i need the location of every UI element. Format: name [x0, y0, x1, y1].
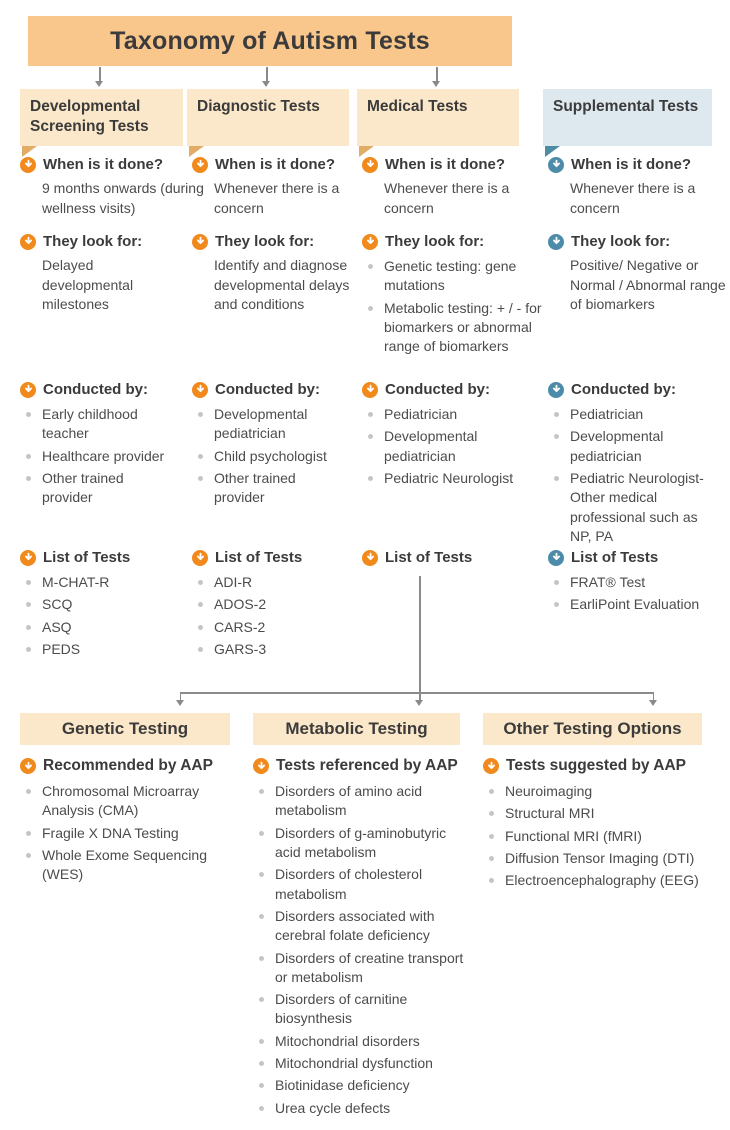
section-title: Conducted by: [215, 381, 320, 398]
connector-line [180, 692, 654, 694]
column-header-supplemental: Supplemental Tests [543, 89, 712, 146]
section-text: Identify and diagnose developmental delays and conditions [214, 257, 350, 313]
list-item: Developmental pediatrician [554, 427, 718, 466]
section-heading [20, 381, 206, 398]
section-title: List of Tests [43, 549, 131, 566]
list-item: Healthcare provider [26, 447, 172, 466]
section-title: Conducted by: [385, 381, 490, 398]
section-diag-tests [192, 549, 374, 662]
arrow-down-icon [176, 700, 184, 706]
section-heading [548, 381, 728, 398]
connector-line [419, 692, 421, 700]
section-heading [548, 156, 728, 173]
section-title: They look for: [43, 233, 143, 250]
section-diag-conducted [192, 381, 374, 511]
bottom-header-other-testing-options: Other Testing Options [483, 713, 702, 745]
section-dev-tests [20, 549, 206, 662]
section-list [368, 257, 548, 357]
section-other-testing-options [483, 757, 728, 894]
section-heading [20, 233, 206, 250]
section-heading [548, 233, 728, 250]
list-item: Disorders of carnitine biosynthesis [259, 990, 469, 1029]
arrow-down-icon [432, 81, 440, 87]
section-heading [20, 757, 248, 775]
arrow-down-circle-icon [20, 234, 36, 250]
list-item: Whole Exome Sequencing (WES) [26, 846, 236, 885]
connector-line [180, 692, 182, 700]
list-item: Mitochondrial disorders [259, 1032, 469, 1051]
section-heading [362, 156, 544, 173]
section-title: They look for: [571, 233, 671, 250]
arrow-down-circle-icon [362, 234, 378, 250]
arrow-down-icon [262, 81, 270, 87]
section-heading [192, 549, 374, 566]
list-item: Fragile X DNA Testing [26, 824, 236, 843]
arrow-down-circle-icon [20, 157, 36, 173]
list-item: GARS-3 [198, 640, 374, 659]
connector-line [99, 67, 101, 82]
list-item: Urea cycle defects [259, 1099, 469, 1118]
section-title: They look for: [215, 233, 315, 250]
list-item: Child psychologist [198, 447, 350, 466]
list-item: Electroencephalography (EEG) [489, 871, 729, 890]
section-list [489, 782, 729, 891]
section-supp-lookfor [548, 233, 728, 315]
section-list [554, 573, 728, 615]
arrow-down-circle-icon [548, 234, 564, 250]
list-item: Pediatrician [368, 405, 526, 424]
list-item: Developmental pediatrician [198, 405, 350, 444]
section-list [198, 573, 374, 659]
section-title: They look for: [385, 233, 485, 250]
section-supp-conducted [548, 381, 728, 549]
arrow-down-circle-icon [20, 382, 36, 398]
arrow-down-icon [649, 700, 657, 706]
arrow-down-icon [95, 81, 103, 87]
section-list [26, 573, 206, 659]
section-list [26, 405, 172, 508]
section-list [198, 405, 350, 508]
list-item: SCQ [26, 595, 206, 614]
section-title: When is it done? [215, 156, 335, 173]
section-med-when [362, 156, 544, 218]
section-metabolic-testing [253, 757, 481, 1121]
section-med-tests [362, 549, 548, 566]
list-item: Pediatric Neurologist- Other medical professional such as NP, PA [554, 469, 718, 546]
section-heading [20, 156, 206, 173]
title-banner [28, 16, 512, 66]
section-text: Whenever there is a concern [214, 180, 340, 216]
connector-line [653, 692, 655, 700]
section-list [259, 782, 469, 1118]
arrow-down-circle-icon [362, 157, 378, 173]
section-text: Whenever there is a concern [384, 180, 510, 216]
section-title: Recommended by AAP [43, 757, 213, 774]
section-title: When is it done? [571, 156, 691, 173]
column-header-developmental-screening: Developmental Screening Tests [20, 89, 183, 146]
list-item: Developmental pediatrician [368, 427, 526, 466]
section-dev-lookfor [20, 233, 206, 315]
section-heading [362, 233, 548, 250]
list-item: Chromosomal Microarray Analysis (CMA) [26, 782, 236, 821]
section-supp-tests [548, 549, 728, 618]
list-item: Early childhood teacher [26, 405, 172, 444]
section-text: Whenever there is a concern [570, 180, 696, 216]
arrow-down-circle-icon [362, 382, 378, 398]
connector-line [436, 67, 438, 82]
list-item: Pediatric Neurologist [368, 469, 526, 488]
section-heading [362, 549, 548, 566]
arrow-down-circle-icon [483, 758, 499, 774]
list-item: FRAT® Test [554, 573, 728, 592]
section-title: Conducted by: [571, 381, 676, 398]
list-item: Disorders associated with cerebral folate deficiency [259, 907, 469, 946]
section-heading [192, 156, 374, 173]
list-item: Pediatrician [554, 405, 718, 424]
section-med-lookfor [362, 233, 548, 360]
section-heading [253, 757, 481, 775]
section-list [554, 405, 718, 546]
section-dev-when [20, 156, 206, 218]
arrow-down-circle-icon [192, 382, 208, 398]
section-title: Conducted by: [43, 381, 148, 398]
arrow-down-circle-icon [192, 234, 208, 250]
section-diag-lookfor [192, 233, 374, 315]
page-title: Taxonomy of Autism Tests [110, 26, 430, 55]
list-item: Mitochondrial dysfunction [259, 1054, 469, 1073]
column-header-medical: Medical Tests [357, 89, 519, 146]
arrow-down-circle-icon [548, 382, 564, 398]
section-diag-when [192, 156, 374, 218]
list-item: Structural MRI [489, 804, 729, 823]
section-title: When is it done? [43, 156, 163, 173]
section-list [368, 405, 526, 488]
section-title: Tests referenced by AAP [276, 757, 458, 774]
section-genetic-testing [20, 757, 248, 888]
list-item: CARS-2 [198, 618, 374, 637]
arrow-down-circle-icon [548, 550, 564, 566]
list-item: Disorders of g-aminobutyric acid metabolism [259, 824, 469, 863]
list-item: ADI-R [198, 573, 374, 592]
section-title: List of Tests [385, 549, 473, 566]
arrow-down-circle-icon [20, 550, 36, 566]
bottom-header-genetic-testing: Genetic Testing [20, 713, 230, 745]
arrow-down-circle-icon [548, 157, 564, 173]
section-title: List of Tests [215, 549, 303, 566]
list-item: Metabolic testing: + / - for biomarkers or abnormal range of biomarkers [368, 299, 548, 357]
list-item: M-CHAT-R [26, 573, 206, 592]
section-heading [362, 381, 548, 398]
section-text: 9 months onwards (during wellness visits) [42, 180, 204, 216]
list-item: Disorders of creatine transport or metabolism [259, 949, 469, 988]
list-item: PEDS [26, 640, 206, 659]
connector-line [266, 67, 268, 82]
section-heading [483, 757, 728, 775]
bottom-header-metabolic-testing: Metabolic Testing [253, 713, 460, 745]
list-item: EarliPoint Evaluation [554, 595, 728, 614]
section-heading [548, 549, 728, 566]
section-text: Delayed developmental milestones [42, 257, 134, 313]
section-med-conducted [362, 381, 548, 491]
list-item: Other trained provider [26, 469, 172, 508]
section-heading [20, 549, 206, 566]
list-item: ASQ [26, 618, 206, 637]
arrow-down-circle-icon [20, 758, 36, 774]
arrow-down-circle-icon [253, 758, 269, 774]
list-item: Functional MRI (fMRI) [489, 827, 729, 846]
section-supp-when [548, 156, 728, 218]
list-item: Other trained provider [198, 469, 350, 508]
section-title: Tests suggested by AAP [506, 757, 687, 774]
list-item: Genetic testing: gene mutations [368, 257, 548, 296]
arrow-down-circle-icon [362, 550, 378, 566]
section-heading [192, 381, 374, 398]
column-header-diagnostic: Diagnostic Tests [187, 89, 349, 146]
list-item: Disorders of cholesterol metabolism [259, 865, 469, 904]
arrow-down-circle-icon [192, 157, 208, 173]
section-title: List of Tests [571, 549, 659, 566]
list-item: Neuroimaging [489, 782, 729, 801]
arrow-down-icon [415, 700, 423, 706]
list-item: Diffusion Tensor Imaging (DTI) [489, 849, 729, 868]
section-text: Positive/ Negative or Normal / Abnormal range of biomarkers [570, 257, 726, 313]
list-item: Biotinidase deficiency [259, 1076, 469, 1095]
connector-line [419, 576, 421, 693]
section-heading [192, 233, 374, 250]
section-title: When is it done? [385, 156, 505, 173]
section-dev-conducted [20, 381, 206, 511]
arrow-down-circle-icon [192, 550, 208, 566]
list-item: ADOS-2 [198, 595, 374, 614]
list-item: Disorders of amino acid metabolism [259, 782, 469, 821]
section-list [26, 782, 236, 885]
